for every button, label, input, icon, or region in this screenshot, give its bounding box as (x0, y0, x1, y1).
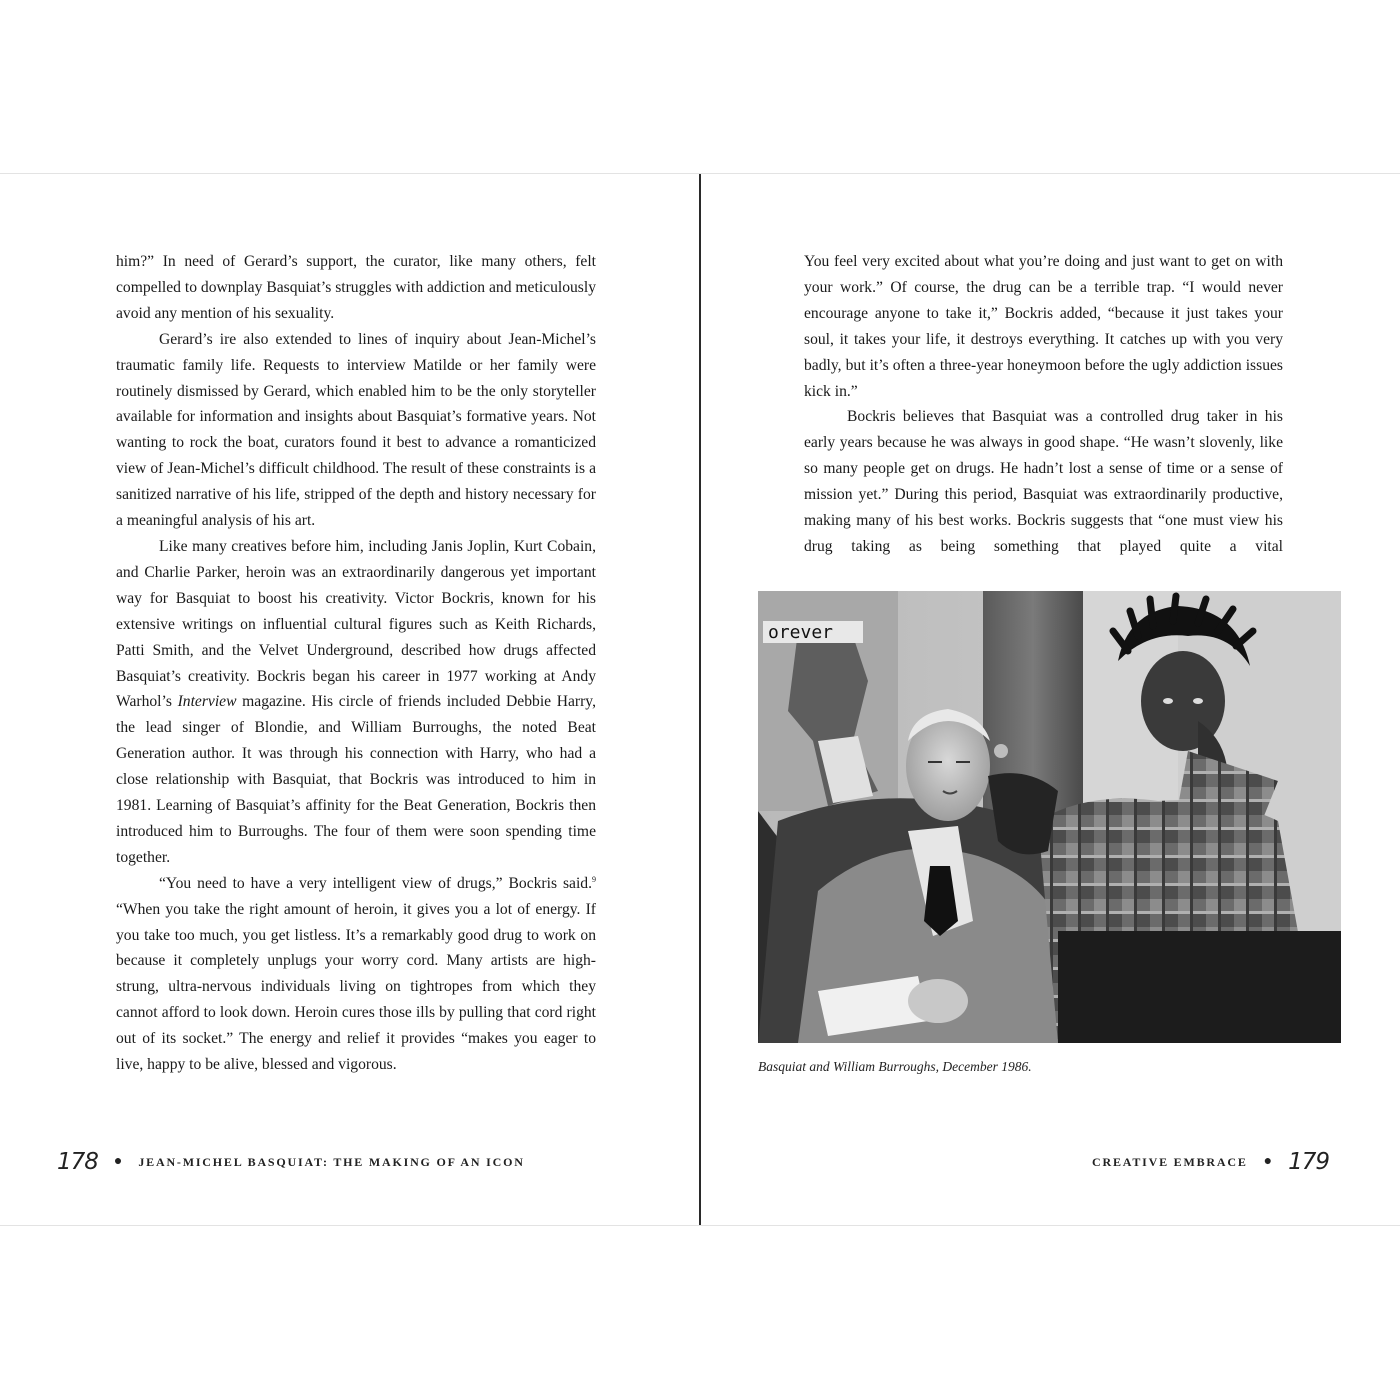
footnote-marker[interactable]: 9 (592, 874, 596, 884)
page-number: 178 (57, 1149, 98, 1175)
paragraph: Like many creatives before him, including Janis Joplin, Kurt Cobain, and Charlie Parker, heroin was an extraordinarily dangerous yet important way for Basquiat to boost his creativity. Victor Bockris, known for his extensive writings on influential cultural figures such as Keith Richards, Patti Smith, and the Velvet Underground, described how drugs affected Basquiat’s creativity. Bockris began his career in 1977 working at Andy Warhol’s Interview magazine. His circle of friends included Debbie Harry, the lead singer of Blondie, and William Burroughs, the noted Beat Generation author. It was through his connection with Harry, who had a close relationship with Basquiat, that Bockris was introduced to him in 1981. Learning of Basquiat’s affinity for the Beat Generation, Bockris then introduced him to Burroughs. The four of them were soon spending time together. (116, 537, 596, 866)
book-spine (699, 174, 701, 1225)
left-page-text (116, 249, 596, 1078)
photo-basquiat-burroughs (758, 591, 1341, 1043)
paragraph: Bockris believes that Basquiat was a controlled drug taker in his early years because he was always in good shape. “He wasn’t slovenly, like so many people get on drugs. He hadn’t lost a sense of time or a sense of mission yet.” During this period, Basquiat was extraordinarily productive, making many of his best works. Bockris suggests that “one must view his drug taking as being something that played quite a vital (804, 408, 1283, 555)
bullet-separator-icon: ● (1263, 1154, 1273, 1169)
bullet-separator-icon: ● (113, 1154, 123, 1169)
paragraph: “You need to have a very intelligent view of drugs,” Bockris said.$^9$ “When you take the right amount of heroin, it gives you a lot of energy. If you take too much, you get listless. It’s a remarkably good drug to work on because it completely unplugs your worry cord. Many artists are high-strung, ultra-nervous individuals living on tightropes from which they cannot afford to look down. Heroin cures those ills by pulling that cord right out of its socket.” The energy and relief it provides “makes you eager to live, happy to be alive, blessed and vigorous. (116, 874, 596, 1074)
right-page-text (804, 249, 1283, 560)
paragraph: him?” In need of Gerard’s support, the curator, like many others, felt compelled to downplay Basquiat’s struggles with addiction and meticulously avoid any mention of his sexuality. (116, 253, 596, 322)
poster-text: orever (768, 622, 834, 643)
paragraph: You feel very excited about what you’re doing and just want to get on with your work.” Of course, the drug can be a terrible trap. “I would never encourage anyone to take it,” Bockris added, “because it just takes your soul, it takes your life, it destroys everything. It catches up with you very badly, but it’s often a three-year honeymoon before the ugly addiction issues kick in.” (804, 253, 1283, 400)
photo-caption: Basquiat and William Burroughs, December 1986. (758, 1059, 1032, 1074)
right-page-footer (1092, 1149, 1329, 1175)
page-number: 179 (1288, 1149, 1329, 1175)
left-page-footer (57, 1149, 525, 1175)
running-head: CREATIVE EMBRACE (1092, 1154, 1248, 1169)
magazine-title: Interview (177, 693, 237, 711)
running-head: JEAN-MICHEL BASQUIAT: THE MAKING OF AN ICON (138, 1154, 525, 1169)
paragraph: Gerard’s ire also extended to lines of inquiry about Jean-Michel’s traumatic family life. Requests to interview Matilde or her family were routinely dismissed by Gerard, which enabled him to be the only storyteller available for information and insights about Basquiat’s formative years. Not wanting to rock the boat, curators found it best to advance a romanticized view of Jean-Michel’s difficult childhood. The result of these constraints is a sanitized narrative of his life, stripped of the depth and history necessary for a meaningful analysis of his art. (116, 330, 596, 530)
